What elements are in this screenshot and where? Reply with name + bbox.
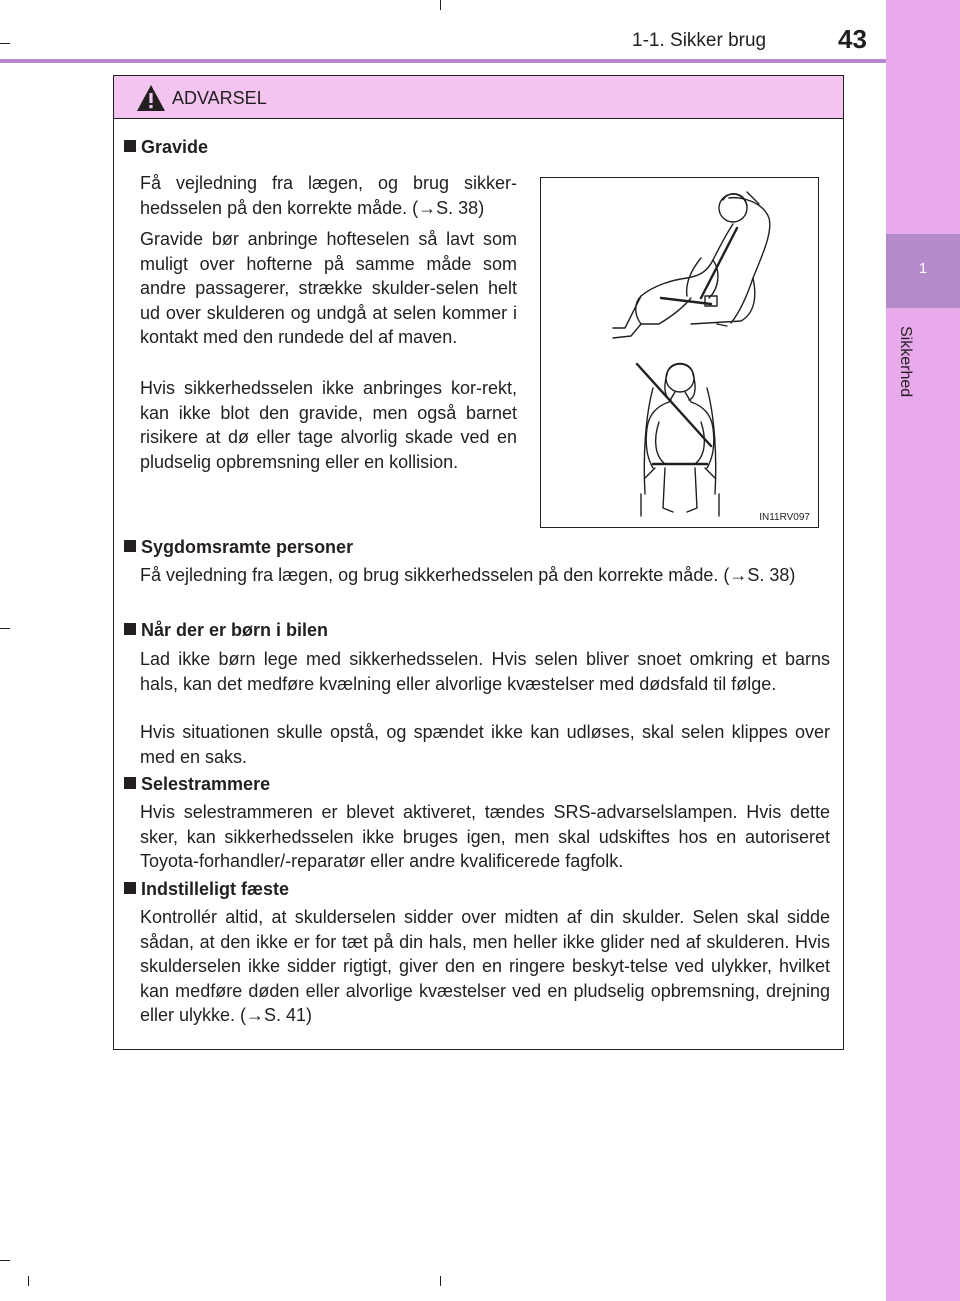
paragraph: Gravide bør anbringe hofteselen så lavt som muligt over hofterne på samme måde som andre passagerer, strække skulder-selen helt ud over skulderen og undgå at selen kommer i kontakt med den rundede del af maven. [140,229,517,347]
paragraph: Kontrollér altid, at skulderselen sidder over midten af din skulder. Selen skal sidde sådan, at den ikke er for tæt på din hals, men heller ikke glider ned af skulderen. Hvis skulderselen ikke sidder rigtigt, giver den en ringere beskyt-telse ved ulykker, hvilket kan medføre døden eller alvorlige kvæstelser ved en pludselig opbremsning, drejning eller ulykke. (→S. 41) [140,907,830,1025]
paragraph: Lad ikke børn lege med sikkerhedsselen. Hvis selen bliver snoet omkring et barns hals, kan det medføre kvælning eller alvorlige kvæstelser med dødsfald til følge. [140,649,830,694]
section-title-children [124,620,328,641]
section-title-adjustable-anchor [124,879,289,900]
page-number: 43 [838,24,867,54]
chapter-tab-label: Sikkerhed [897,326,914,398]
crop-mark [0,628,10,629]
seatbelt-illustration-svg [541,178,818,527]
paragraph: Hvis situationen skulle opstå, og spændet ikke kan udløses, skal selen klippes over med en saks. [140,722,830,767]
side-band [886,0,960,1301]
warning-header [114,76,843,119]
paragraph: Få vejledning fra lægen, og brug sikkerhedsselen på den korrekte måde. (→S. 38) [140,565,796,585]
section-title-text: Indstilleligt fæste [141,879,290,899]
crop-mark [440,0,441,10]
bullet-square-icon [124,623,136,635]
crop-mark [28,1276,29,1286]
bullet-square-icon [124,882,136,894]
paragraph: Hvis sikkerhedsselen ikke anbringes kor-rekt, kan ikke blot den gravide, men også barnet risikere at dø eller tage alvorlig skade ved en pludselig opbremsning eller en kollision. [140,378,517,472]
warning-triangle-icon [136,84,166,112]
section-title-ill-persons [124,537,353,558]
warning-box [113,75,844,1050]
section-title-text: Gravide [141,137,209,157]
section-title-text: Sygdomsramte personer [141,537,354,557]
bullet-square-icon [124,140,136,152]
header-rule [0,59,886,63]
bullet-square-icon [124,540,136,552]
bullet-square-icon [124,777,136,789]
crop-mark [440,1276,441,1286]
section-title-pretensioners [124,774,270,795]
section-title-pregnant [124,137,208,158]
paragraph: Få vejledning fra lægen, og brug sikker-hedsselen på den korrekte måde. (→S. 38) [140,173,517,218]
crop-mark [0,1260,10,1261]
chapter-title: 1-1. Sikker brug [632,30,767,51]
section-title-text: Når der er børn i bilen [141,620,329,640]
chapter-tab-number: 1 [918,260,928,277]
figure-label: IN11RV097 [759,512,810,523]
pregnant-seatbelt-illustration [540,177,819,528]
warning-title: ADVARSEL [172,88,267,108]
paragraph: Hvis selestrammeren er blevet aktiveret, tændes SRS-advarselslampen. Hvis dette sker, kan sikkerhedsselen ikke bruges igen, men skal udskiftes hos en autoriseret Toyota-forhandler/-reparatør eller andre kvalificerede fagfolk. [140,802,830,871]
crop-mark [0,43,10,44]
section-title-text: Selestrammere [141,774,271,794]
